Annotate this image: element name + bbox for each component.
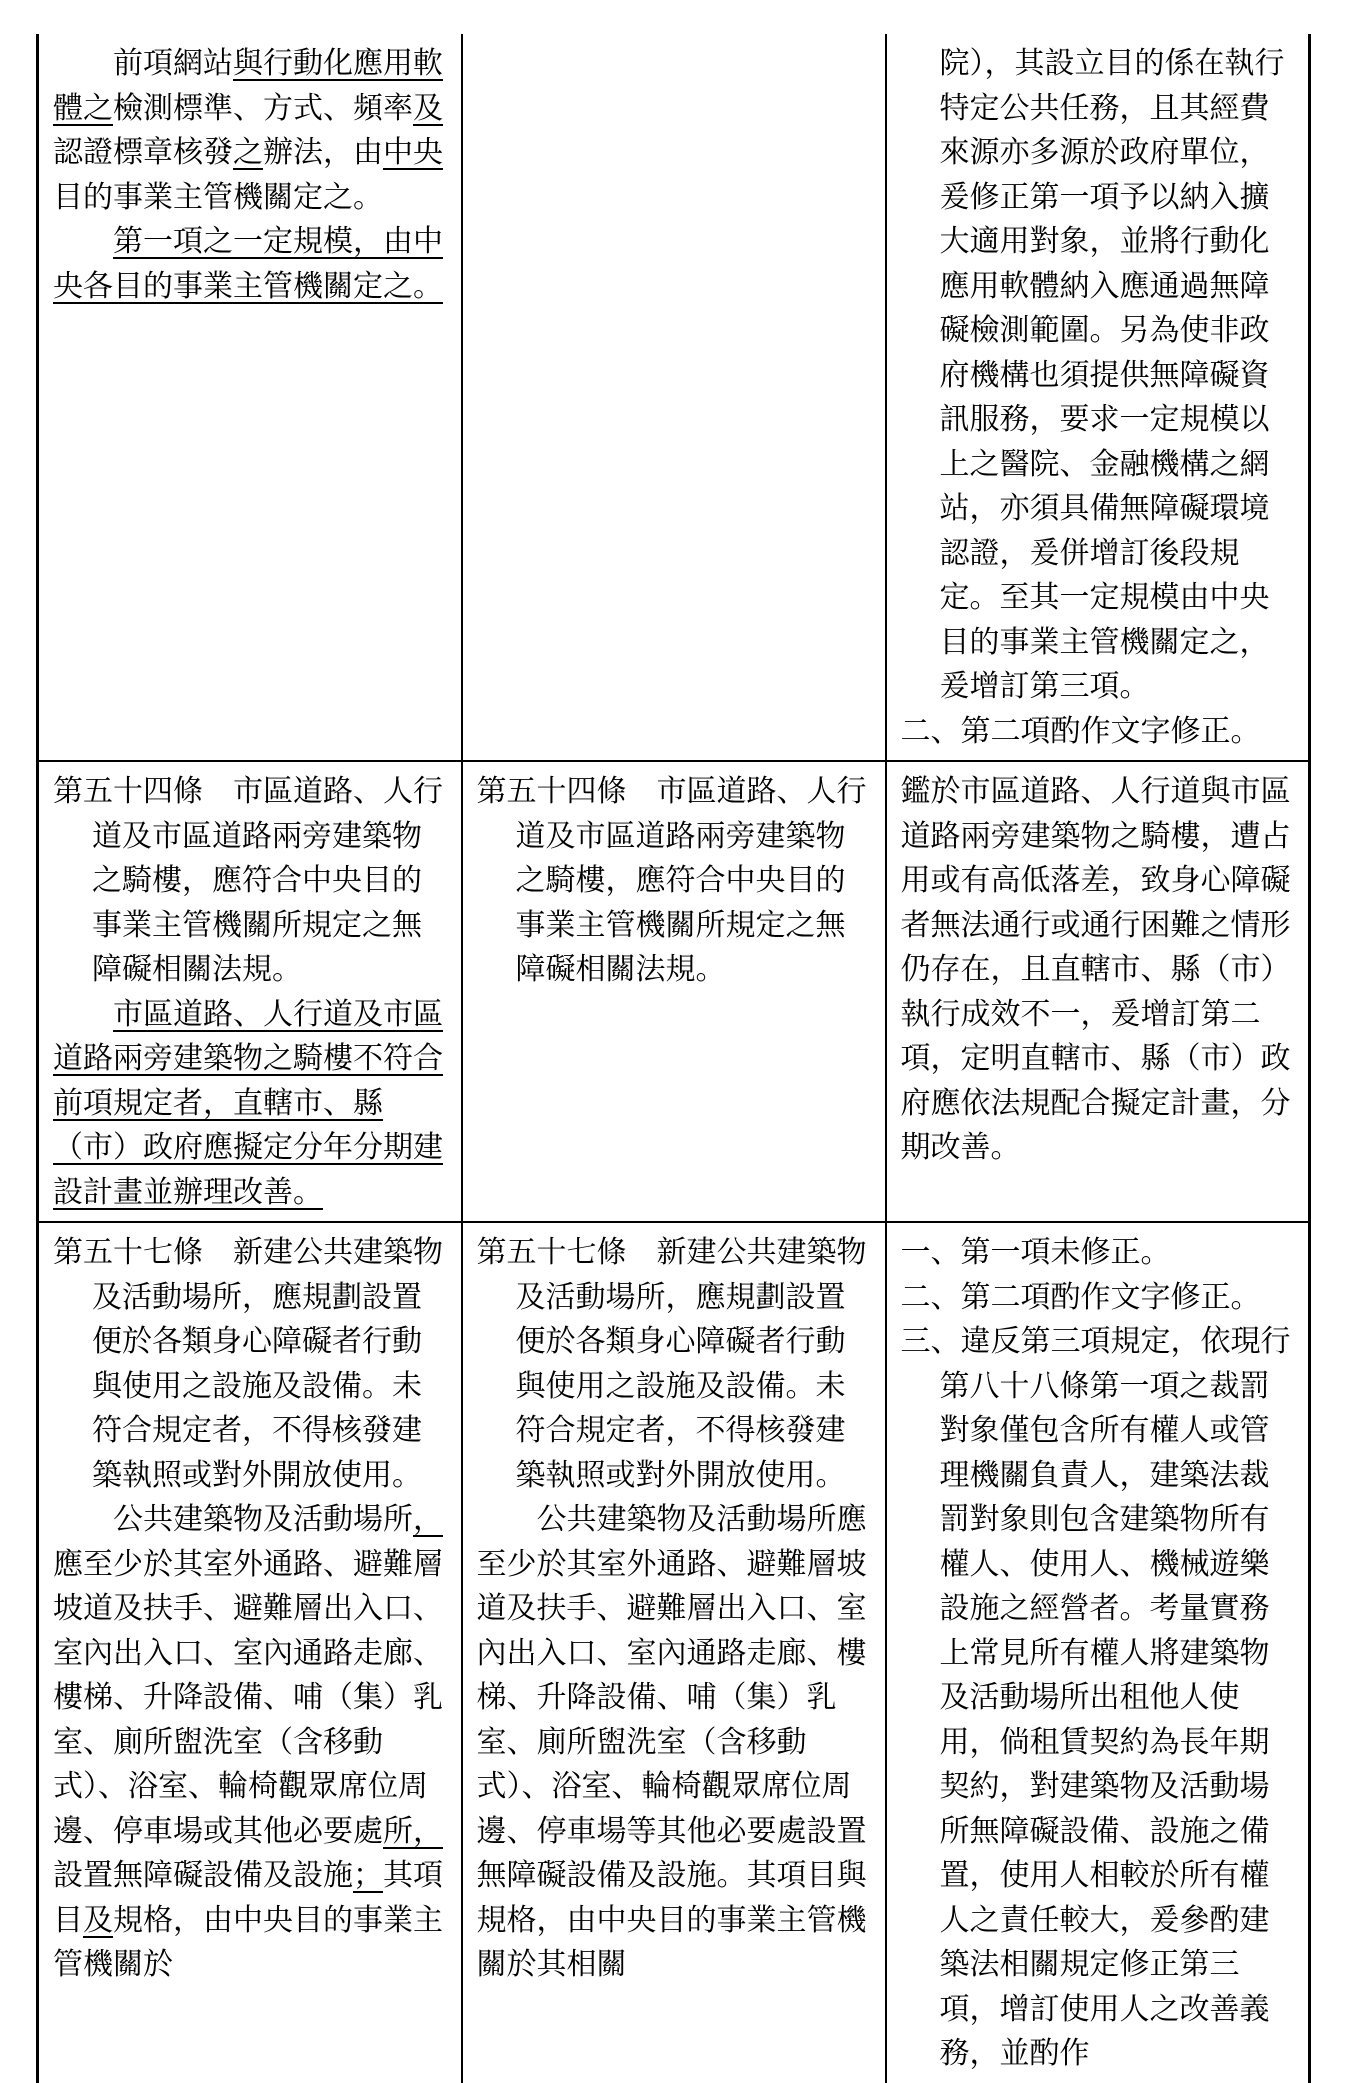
current-text-cell xyxy=(462,761,886,1222)
amended-text-cell xyxy=(38,761,462,1222)
explanation-paragraph: 鑑於市區道路、人行道與市區道路兩旁建築物之騎樓，遭占用或有高低落差，致身心障礙者無法通行或通行困難之情形仍存在，且直轄市、縣（市）執行成效不一，爰增訂第二項，定明直轄市、縣（市）政府應依法規配合擬定計畫，分期改善。 xyxy=(900,774,1291,1165)
table-row xyxy=(38,34,1310,761)
amended-paragraph: 前項網站與行動化應用軟體之檢測標準、方式、頻率及認證標章核發之辦法，由中央目的事業主管機關定之。 xyxy=(53,46,443,215)
explanation-cell xyxy=(886,761,1310,1222)
comparison-table xyxy=(36,34,1311,2083)
explanation-paragraph: 院），其設立目的係在執行特定公共任務，且其經費來源亦多源於政府單位，爰修正第一項予以納入擴大適用對象，並將行動化應用軟體納入應通過無障礙檢測範圍。另為使非政府機構也須提供無障礙資訊服務，要求一定規模以上之醫院、金融機構之網站，亦須具備無障礙環境認證，爰併增訂後段規定。至其一定規模由中央目的事業主管機關定之，爰增訂第三項。 xyxy=(939,46,1285,704)
explanation-item: 三、違反第三項規定，依現行第八十八條第一項之裁罰對象僅包含所有權人或管理機關負責人，建築法裁罰對象則包含建築物所有權人、使用人、機械遊樂設施之經營者。考量實務上常見所有權人將建築物及活動場所出租他人使用，倘租賃契約為長年期契約，對建築物及活動場所無障礙設備、設施之備置，使用人相較於所有權人之責任較大，爰參酌建築法相關規定修正第三項，增訂使用人之改善義務，並酌作 xyxy=(900,1324,1291,2071)
current-paragraph: 公共建築物及活動場所應至少於其室外通路、避難層坡道及扶手、避難層出入口、室內出入口、室內通路走廊、樓梯、升降設備、哺（集）乳室、廁所盥洗室（含移動式）、浴室、輪椅觀眾席位周邊、停車場等其他必要處設置無障礙設備及設施。其項目與規格，由中央目的事業主管機關於其相關 xyxy=(476,1502,867,1982)
article-54-paragraph: 第五十四條 市區道路、人行道及市區道路兩旁建築物之騎樓，應符合中央目的事業主管機關所規定之無障礙相關法規。 xyxy=(476,774,867,987)
explanation-cell xyxy=(886,34,1310,761)
table-row xyxy=(38,761,1310,1222)
table-row xyxy=(38,1222,1310,2083)
article-57-paragraph: 第五十七條 新建公共建築物及活動場所，應規劃設置便於各類身心障礙者行動與使用之設施及設備。未符合規定者，不得核發建築執照或對外開放使用。 xyxy=(476,1235,867,1493)
amended-text-cell xyxy=(38,34,462,761)
explanation-item: 一、第一項未修正。 xyxy=(900,1235,1171,1270)
explanation-item: 二、第二項酌作文字修正。 xyxy=(900,1279,1261,1315)
amended-text-cell xyxy=(38,1222,462,2083)
amended-paragraph: 公共建築物及活動場所，應至少於其室外通路、避難層坡道及扶手、避難層出入口、室內出入口、室內通路走廊、樓梯、升降設備、哺（集）乳室、廁所盥洗室（含移動式）、浴室、輪椅觀眾席位周邊、停車場或其他必要處所，設置無障礙設備及設施；其項目及規格，由中央目的事業主管機關於 xyxy=(53,1502,443,1982)
amended-paragraph: 第一項之一定規模，由中央各目的事業主管機關定之。 xyxy=(53,224,443,304)
current-text-cell xyxy=(462,1222,886,2083)
explanation-cell xyxy=(886,1222,1310,2083)
amended-paragraph: 市區道路、人行道及市區道路兩旁建築物之騎樓不符合前項規定者，直轄市、縣（市）政府應擬定分年分期建設計畫並辦理改善。 xyxy=(53,996,443,1210)
article-54-paragraph: 第五十四條 市區道路、人行道及市區道路兩旁建築物之騎樓，應符合中央目的事業主管機關所規定之無障礙相關法規。 xyxy=(53,774,443,987)
article-57-paragraph: 第五十七條 新建公共建築物及活動場所，應規劃設置便於各類身心障礙者行動與使用之設施及設備。未符合規定者，不得核發建築執照或對外開放使用。 xyxy=(53,1235,443,1493)
current-text-cell xyxy=(462,34,886,761)
explanation-item: 二、第二項酌作文字修正。 xyxy=(900,713,1261,749)
